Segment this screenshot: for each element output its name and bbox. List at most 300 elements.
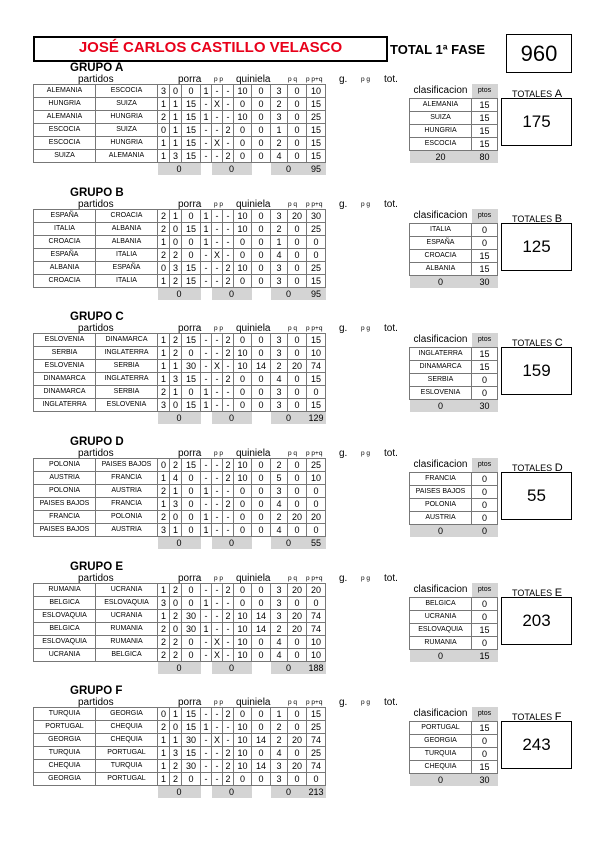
ptos-label: ptos bbox=[472, 209, 498, 224]
score-cell: - bbox=[201, 249, 212, 262]
score-cell: 2 bbox=[223, 773, 234, 786]
score-cell: 0 bbox=[288, 708, 307, 721]
score-cell: - bbox=[212, 708, 223, 721]
group-totals-label: TOTALES F bbox=[512, 711, 562, 723]
group-title: GRUPO F bbox=[70, 685, 123, 697]
table-row bbox=[34, 137, 326, 150]
score-cell: 0 bbox=[288, 386, 307, 399]
score-cell: 0 bbox=[234, 98, 252, 111]
total-phase-label: TOTAL 1ª FASE bbox=[390, 42, 486, 57]
col-header-pq: p q bbox=[288, 575, 298, 582]
table-row bbox=[34, 511, 326, 524]
score-cell: 25 bbox=[307, 223, 326, 236]
score-cell: 2 bbox=[223, 459, 234, 472]
class-team: HUNGRIA bbox=[410, 125, 472, 138]
col-header-quiniela: quiniela bbox=[236, 74, 271, 85]
score-cell: - bbox=[223, 511, 234, 524]
score-cell: 2 bbox=[271, 137, 288, 150]
sum-tot: 188 bbox=[308, 663, 324, 673]
matches-table bbox=[33, 458, 326, 549]
score-cell: 0 bbox=[307, 597, 326, 610]
score-cell: 15 bbox=[182, 124, 201, 137]
class-team: PAISES BAJOS bbox=[410, 486, 472, 499]
table-row bbox=[410, 224, 498, 237]
sum-tot: 95 bbox=[307, 163, 326, 176]
team-cell: ESLOVENIA bbox=[96, 399, 158, 412]
score-cell: 0 bbox=[252, 524, 271, 537]
score-cell: 1 bbox=[158, 734, 170, 747]
class-points: 0 bbox=[472, 748, 498, 761]
table-row bbox=[410, 748, 498, 761]
col-header-porra: porra bbox=[178, 697, 202, 708]
score-cell: 10 bbox=[234, 360, 252, 373]
score-cell: - bbox=[223, 137, 234, 150]
score-cell: 0 bbox=[234, 399, 252, 412]
score-cell: 2 bbox=[170, 584, 182, 597]
score-cell: 0 bbox=[252, 236, 271, 249]
class-team: SUIZA bbox=[410, 112, 472, 125]
class-team: INGLATERRA bbox=[410, 348, 472, 361]
score-cell: 2 bbox=[170, 760, 182, 773]
score-cell: 4 bbox=[271, 649, 288, 662]
score-cell: 10 bbox=[307, 85, 326, 98]
score-cell: 0 bbox=[234, 137, 252, 150]
score-cell: 0 bbox=[252, 511, 271, 524]
score-cell: - bbox=[201, 360, 212, 373]
score-cell: - bbox=[201, 262, 212, 275]
score-cell: - bbox=[223, 734, 234, 747]
score-cell: 3 bbox=[271, 485, 288, 498]
team-cell: ALBANIA bbox=[96, 223, 158, 236]
table-row bbox=[34, 649, 326, 662]
sum-tot: 55 bbox=[307, 537, 326, 550]
class-points: 0 bbox=[472, 499, 498, 512]
sum-porra: 0 bbox=[158, 537, 201, 550]
score-cell: - bbox=[201, 610, 212, 623]
score-cell: 15 bbox=[182, 334, 201, 347]
score-cell: 0 bbox=[288, 485, 307, 498]
score-cell: 3 bbox=[271, 275, 288, 288]
class-sum-row bbox=[410, 650, 498, 663]
score-cell: 2 bbox=[223, 124, 234, 137]
team-cell: GEORGIA bbox=[34, 734, 96, 747]
col-header-quiniela: quiniela bbox=[236, 199, 271, 210]
score-cell: 0 bbox=[288, 347, 307, 360]
col-header-partidos: partidos bbox=[78, 199, 114, 210]
class-points: 15 bbox=[472, 125, 498, 138]
score-cell: 1 bbox=[170, 485, 182, 498]
team-cell: ITALIA bbox=[34, 223, 96, 236]
score-cell: 2 bbox=[158, 623, 170, 636]
sum-quiniela: 0 bbox=[212, 786, 252, 799]
score-cell: 25 bbox=[307, 747, 326, 760]
col-header-g: g. bbox=[339, 199, 348, 210]
table-row bbox=[34, 721, 326, 734]
table-row bbox=[34, 498, 326, 511]
score-cell: 2 bbox=[170, 773, 182, 786]
score-cell: 0 bbox=[288, 649, 307, 662]
score-cell: 0 bbox=[288, 111, 307, 124]
score-cell: - bbox=[223, 649, 234, 662]
score-cell: X bbox=[212, 98, 223, 111]
score-cell: 20 bbox=[288, 623, 307, 636]
score-cell: 1 bbox=[158, 498, 170, 511]
score-cell: 0 bbox=[288, 236, 307, 249]
score-cell: 0 bbox=[182, 649, 201, 662]
group-section bbox=[0, 685, 595, 810]
score-cell: 2 bbox=[170, 347, 182, 360]
team-cell: INGLATERRA bbox=[34, 399, 96, 412]
score-cell: 3 bbox=[170, 747, 182, 760]
class-team: CHEQUIA bbox=[410, 761, 472, 774]
group-section bbox=[0, 187, 595, 312]
class-sum-row bbox=[410, 774, 498, 787]
group-title: GRUPO D bbox=[70, 436, 124, 448]
col-header-g: g. bbox=[339, 74, 348, 85]
table-row bbox=[410, 512, 498, 525]
group-total-value: 159 bbox=[501, 347, 572, 395]
class-points: 0 bbox=[472, 374, 498, 387]
matches-table bbox=[33, 84, 326, 175]
score-cell: 10 bbox=[234, 760, 252, 773]
score-cell: X bbox=[212, 649, 223, 662]
team-cell: INGLATERRA bbox=[96, 347, 158, 360]
score-cell: 2 bbox=[158, 721, 170, 734]
score-cell: 0 bbox=[307, 485, 326, 498]
col-header-quiniela: quiniela bbox=[236, 323, 271, 334]
col-header-porra: porra bbox=[178, 74, 202, 85]
score-cell: 0 bbox=[288, 85, 307, 98]
score-cell: 3 bbox=[271, 85, 288, 98]
col-header-tot: tot. bbox=[384, 323, 398, 334]
class-sum-left: 0 bbox=[410, 525, 472, 538]
score-cell: 1 bbox=[201, 85, 212, 98]
sum-goles: 0 bbox=[271, 288, 307, 301]
sum-row bbox=[34, 537, 326, 550]
class-points: 15 bbox=[472, 112, 498, 125]
score-cell: - bbox=[212, 111, 223, 124]
score-cell: 0 bbox=[182, 249, 201, 262]
score-cell: 0 bbox=[170, 721, 182, 734]
score-cell: 74 bbox=[307, 734, 326, 747]
score-cell: 2 bbox=[158, 511, 170, 524]
score-cell: 1 bbox=[170, 111, 182, 124]
class-points: 0 bbox=[472, 473, 498, 486]
score-cell: 0 bbox=[252, 111, 271, 124]
score-cell: 0 bbox=[288, 124, 307, 137]
score-cell: 14 bbox=[252, 623, 271, 636]
table-row bbox=[34, 124, 326, 137]
score-cell: 14 bbox=[252, 610, 271, 623]
score-cell: 15 bbox=[182, 708, 201, 721]
classification-table bbox=[409, 209, 498, 288]
score-cell: 0 bbox=[252, 649, 271, 662]
col-header-pp: p p bbox=[214, 76, 224, 83]
sum-tot: 95 bbox=[307, 288, 326, 301]
score-cell: 1 bbox=[201, 623, 212, 636]
group-total-value: 243 bbox=[501, 721, 572, 769]
score-cell: 20 bbox=[288, 511, 307, 524]
score-cell: - bbox=[201, 137, 212, 150]
score-cell: 10 bbox=[307, 636, 326, 649]
score-cell: 74 bbox=[307, 610, 326, 623]
class-sum-left: 0 bbox=[410, 400, 472, 413]
col-header-g: g. bbox=[339, 323, 348, 334]
team-cell: DINAMARCA bbox=[34, 386, 96, 399]
score-cell: 15 bbox=[182, 111, 201, 124]
class-points: 0 bbox=[472, 486, 498, 499]
score-cell: - bbox=[212, 760, 223, 773]
team-cell: BELGICA bbox=[34, 597, 96, 610]
col-header-ppq: p p+q bbox=[306, 76, 323, 83]
team-cell: SERBIA bbox=[96, 386, 158, 399]
score-cell: 0 bbox=[182, 347, 201, 360]
col-header-tot: tot. bbox=[384, 74, 398, 85]
team-cell: ESLOVAQUIA bbox=[34, 610, 96, 623]
table-row bbox=[34, 472, 326, 485]
group-total-value: 175 bbox=[501, 98, 572, 146]
table-row bbox=[410, 99, 498, 112]
score-cell: 20 bbox=[307, 584, 326, 597]
score-cell: 2 bbox=[223, 347, 234, 360]
score-cell: 0 bbox=[252, 498, 271, 511]
score-cell: - bbox=[201, 459, 212, 472]
score-cell: 5 bbox=[271, 472, 288, 485]
col-header-pp: p p bbox=[214, 325, 224, 332]
score-cell: - bbox=[223, 623, 234, 636]
score-cell: 0 bbox=[252, 721, 271, 734]
score-cell: 14 bbox=[252, 760, 271, 773]
score-cell: 20 bbox=[288, 734, 307, 747]
col-header-porra: porra bbox=[178, 573, 202, 584]
score-cell: 1 bbox=[158, 747, 170, 760]
class-sum-right: 80 bbox=[472, 151, 498, 164]
score-cell: X bbox=[212, 636, 223, 649]
score-cell: 0 bbox=[182, 511, 201, 524]
table-row bbox=[34, 210, 326, 223]
team-cell: PAISES BAJOS bbox=[34, 524, 96, 537]
team-cell: DINAMARCA bbox=[34, 373, 96, 386]
score-cell: 0 bbox=[158, 708, 170, 721]
score-cell: 2 bbox=[223, 150, 234, 163]
score-cell: 74 bbox=[307, 760, 326, 773]
score-cell: - bbox=[201, 649, 212, 662]
sum-porra: 0 bbox=[158, 412, 201, 425]
score-cell: 2 bbox=[158, 249, 170, 262]
col-header-partidos: partidos bbox=[78, 323, 114, 334]
score-cell: 1 bbox=[201, 721, 212, 734]
score-cell: 2 bbox=[170, 610, 182, 623]
score-cell: 0 bbox=[252, 223, 271, 236]
score-cell: 0 bbox=[288, 498, 307, 511]
col-header-pq: p q bbox=[288, 325, 298, 332]
score-cell: 2 bbox=[158, 386, 170, 399]
table-row bbox=[34, 623, 326, 636]
score-cell: 0 bbox=[288, 399, 307, 412]
team-cell: INGLATERRA bbox=[96, 373, 158, 386]
col-header-ppq: p p+q bbox=[306, 325, 323, 332]
group-section bbox=[0, 311, 595, 436]
table-row bbox=[34, 584, 326, 597]
score-cell: 1 bbox=[170, 708, 182, 721]
score-cell: 14 bbox=[252, 360, 271, 373]
score-cell: 1 bbox=[201, 111, 212, 124]
score-cell: 1 bbox=[158, 275, 170, 288]
score-cell: 4 bbox=[271, 498, 288, 511]
score-cell: - bbox=[212, 472, 223, 485]
score-cell: 0 bbox=[252, 459, 271, 472]
score-cell: 15 bbox=[307, 708, 326, 721]
score-cell: 10 bbox=[234, 459, 252, 472]
table-row bbox=[34, 347, 326, 360]
score-cell: X bbox=[212, 360, 223, 373]
group-totals-label: TOTALES D bbox=[512, 462, 563, 474]
score-cell: 10 bbox=[234, 721, 252, 734]
score-cell: 0 bbox=[158, 459, 170, 472]
score-cell: - bbox=[223, 236, 234, 249]
score-cell: 3 bbox=[158, 524, 170, 537]
score-cell: 0 bbox=[288, 747, 307, 760]
score-cell: 1 bbox=[158, 98, 170, 111]
score-cell: 3 bbox=[271, 210, 288, 223]
class-sum-row bbox=[410, 151, 498, 164]
score-cell: X bbox=[212, 249, 223, 262]
team-cell: PORTUGAL bbox=[34, 721, 96, 734]
score-cell: 0 bbox=[234, 584, 252, 597]
score-cell: 3 bbox=[271, 386, 288, 399]
table-row bbox=[34, 223, 326, 236]
class-sum-row bbox=[410, 400, 498, 413]
group-total-value: 125 bbox=[501, 223, 572, 271]
score-cell: 3 bbox=[271, 111, 288, 124]
score-cell: 3 bbox=[158, 85, 170, 98]
table-row bbox=[410, 125, 498, 138]
score-cell: - bbox=[223, 223, 234, 236]
table-row bbox=[410, 624, 498, 637]
score-cell: 15 bbox=[182, 275, 201, 288]
sum-goles: 0 bbox=[271, 537, 307, 550]
team-cell: TURQUIA bbox=[34, 747, 96, 760]
score-cell: 2 bbox=[271, 511, 288, 524]
team-cell: ALEMANIA bbox=[34, 85, 96, 98]
score-cell: 4 bbox=[271, 524, 288, 537]
team-cell: SUIZA bbox=[96, 124, 158, 137]
col-header-pp: p p bbox=[214, 201, 224, 208]
score-cell: 4 bbox=[271, 747, 288, 760]
score-cell: 2 bbox=[223, 334, 234, 347]
col-header-pg: p g bbox=[361, 325, 371, 332]
team-cell: HUNGRIA bbox=[96, 111, 158, 124]
ptos-label: ptos bbox=[472, 333, 498, 348]
class-sum-right: 30 bbox=[472, 400, 498, 413]
score-cell: 1 bbox=[271, 124, 288, 137]
score-cell: 1 bbox=[158, 334, 170, 347]
score-cell: 2 bbox=[170, 459, 182, 472]
score-cell: 0 bbox=[307, 236, 326, 249]
score-cell: 10 bbox=[307, 472, 326, 485]
classification-table bbox=[409, 583, 498, 662]
score-cell: 0 bbox=[307, 773, 326, 786]
class-points: 0 bbox=[472, 611, 498, 624]
score-cell: 0 bbox=[170, 511, 182, 524]
group-total-value: 203 bbox=[501, 597, 572, 645]
class-sum-right: 15 bbox=[472, 650, 498, 663]
score-cell: 30 bbox=[182, 610, 201, 623]
col-header-pp: p p bbox=[214, 699, 224, 706]
team-cell: PAISES BAJOS bbox=[96, 459, 158, 472]
total-phase-value: 960 bbox=[506, 34, 572, 73]
score-cell: 0 bbox=[288, 223, 307, 236]
score-cell: 1 bbox=[158, 347, 170, 360]
score-cell: 10 bbox=[234, 223, 252, 236]
team-cell: HUNGRIA bbox=[34, 98, 96, 111]
class-sum-row bbox=[410, 276, 498, 289]
score-cell: 2 bbox=[223, 262, 234, 275]
team-cell: ESPAÑA bbox=[96, 262, 158, 275]
score-cell: - bbox=[223, 485, 234, 498]
score-cell: 0 bbox=[252, 210, 271, 223]
team-cell: PORTUGAL bbox=[96, 773, 158, 786]
team-cell: AUSTRIA bbox=[96, 485, 158, 498]
sum-goles: 0 bbox=[271, 412, 307, 425]
team-cell: ITALIA bbox=[96, 275, 158, 288]
col-header-g: g. bbox=[339, 448, 348, 459]
score-cell: - bbox=[201, 150, 212, 163]
score-cell: 2 bbox=[223, 498, 234, 511]
team-cell: ESLOVAQUIA bbox=[96, 597, 158, 610]
score-cell: - bbox=[212, 334, 223, 347]
group-totals-label: TOTALES B bbox=[512, 213, 563, 225]
sum-goles: 0 bbox=[271, 163, 307, 176]
col-header-pq: p q bbox=[288, 201, 298, 208]
score-cell: 0 bbox=[182, 584, 201, 597]
class-team: PORTUGAL bbox=[410, 722, 472, 735]
score-cell: 0 bbox=[170, 399, 182, 412]
sum-porra: 0 bbox=[158, 786, 201, 799]
score-cell: 0 bbox=[170, 597, 182, 610]
table-row bbox=[34, 459, 326, 472]
score-cell: 0 bbox=[234, 597, 252, 610]
score-cell: 0 bbox=[288, 597, 307, 610]
score-cell: 1 bbox=[170, 360, 182, 373]
team-cell: UCRANIA bbox=[34, 649, 96, 662]
sum-row bbox=[34, 163, 326, 176]
score-cell: 1 bbox=[201, 386, 212, 399]
score-cell: - bbox=[212, 623, 223, 636]
sum-quiniela: 0 bbox=[212, 537, 252, 550]
score-cell: 10 bbox=[234, 623, 252, 636]
score-cell: 10 bbox=[234, 347, 252, 360]
table-row bbox=[34, 610, 326, 623]
score-cell: 2 bbox=[271, 734, 288, 747]
group-section bbox=[0, 561, 595, 686]
score-cell: 1 bbox=[201, 399, 212, 412]
score-cell: 15 bbox=[307, 124, 326, 137]
score-cell: - bbox=[212, 498, 223, 511]
score-cell: 15 bbox=[307, 275, 326, 288]
class-points: 0 bbox=[472, 598, 498, 611]
score-cell: 0 bbox=[234, 773, 252, 786]
score-cell: - bbox=[212, 150, 223, 163]
col-header-tot: tot. bbox=[384, 573, 398, 584]
score-cell: - bbox=[212, 85, 223, 98]
score-cell: 0 bbox=[234, 275, 252, 288]
score-cell: - bbox=[223, 597, 234, 610]
table-row bbox=[410, 237, 498, 250]
score-cell: 15 bbox=[182, 459, 201, 472]
table-row bbox=[34, 636, 326, 649]
score-cell: 0 bbox=[288, 459, 307, 472]
